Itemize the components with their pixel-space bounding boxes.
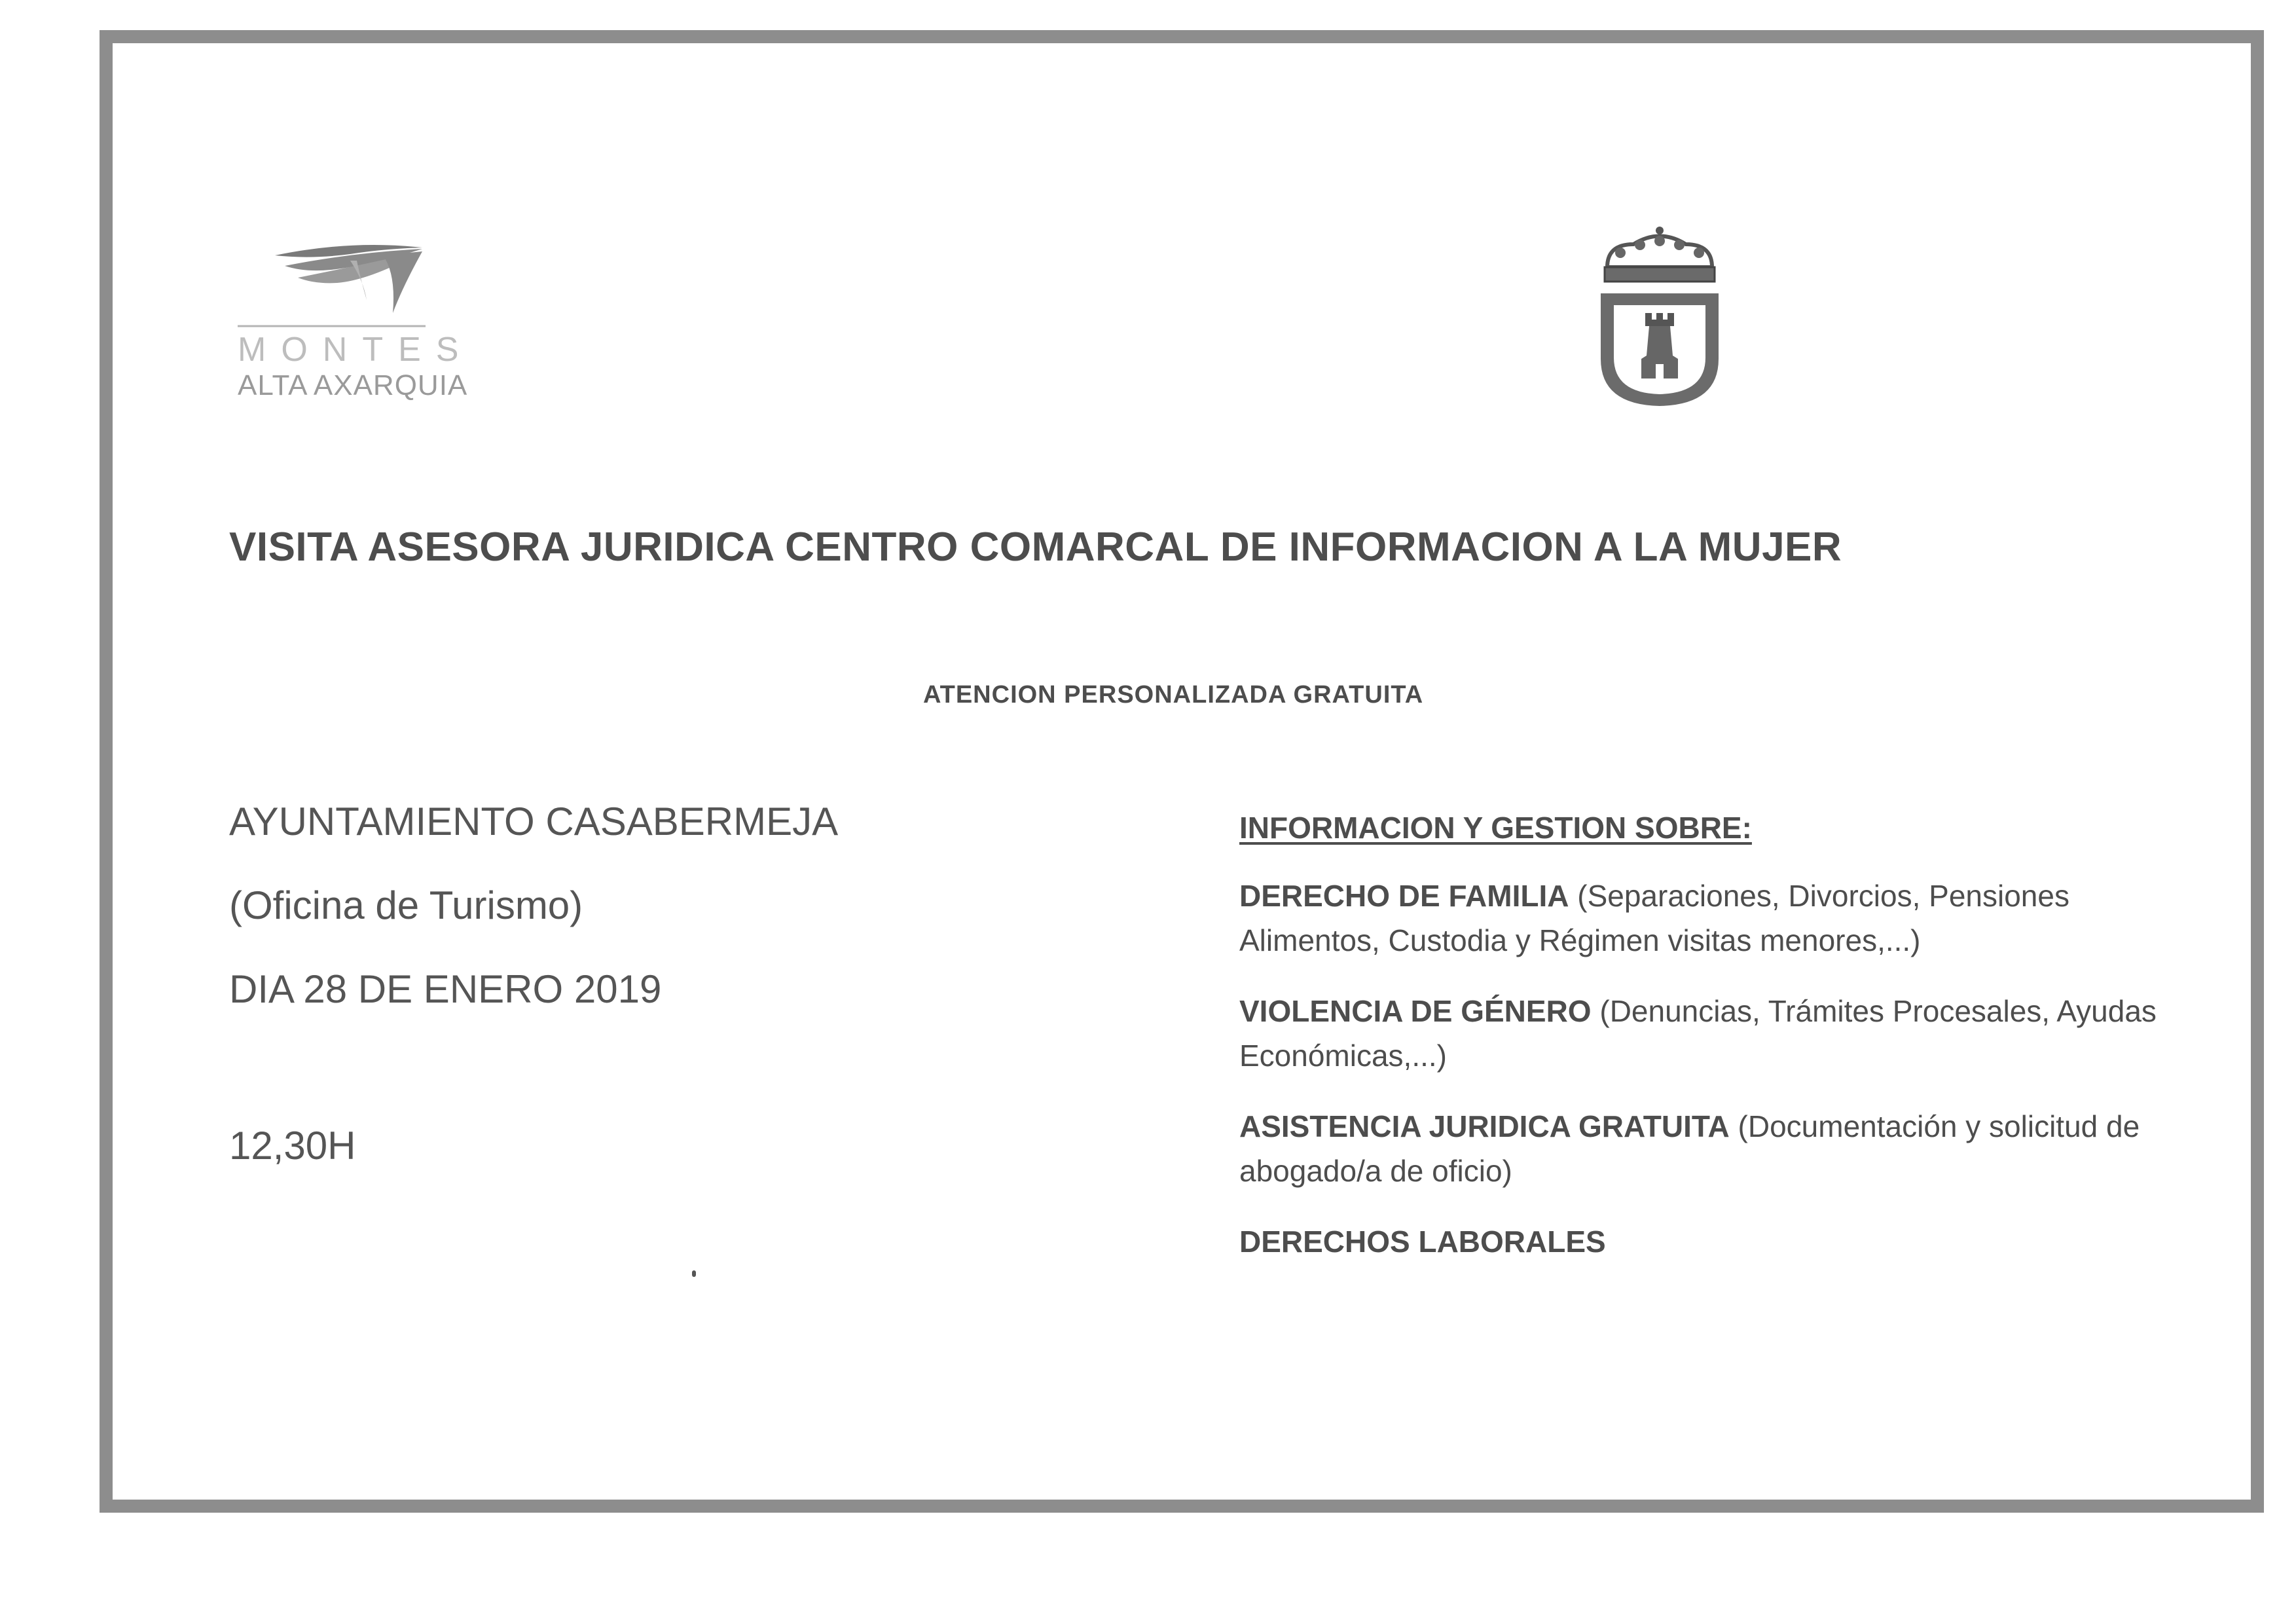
event-date: DIA 28 DE ENERO 2019 (229, 967, 662, 1011)
info-heading: INFORMACION Y GESTION SOBRE: (1239, 811, 1752, 845)
logo-alta-axarquia-text: ALTA AXARQUIA (238, 369, 468, 401)
info-item-detail: (Denuncias, Trámites Procesales, Ayudas Económicas,...) (1239, 994, 2157, 1073)
logo-montes-text: MONTES (238, 331, 474, 369)
scan-speck (692, 1270, 696, 1277)
municipal-crest-icon (1581, 221, 1738, 411)
location-place: AYUNTAMIENTO CASABERMEJA (229, 800, 839, 843)
info-item-title: DERECHO DE FAMILIA (1239, 879, 1569, 913)
info-item-title: VIOLENCIA DE GÉNERO (1239, 994, 1592, 1028)
info-item-title: DERECHOS LABORALES (1239, 1225, 1606, 1259)
page-subtitle: ATENCION PERSONALIZADA GRATUITA (923, 681, 1424, 709)
info-item-family-law (1239, 874, 2176, 963)
montes-logo (134, 215, 474, 424)
event-time: 12,30H (229, 1124, 356, 1168)
location-office: (Oficina de Turismo) (229, 883, 583, 927)
montes-swoosh-icon (134, 215, 462, 333)
info-item-detail: (Documentación y solicitud de abogado/a de oficio) (1239, 1109, 2140, 1188)
info-item-labor-rights (1239, 1219, 2176, 1264)
page-title: VISITA ASESORA JURIDICA CENTRO COMARCAL DE INFORMACION A LA MUJER (229, 525, 1842, 570)
info-item-gender-violence (1239, 989, 2176, 1078)
info-item-detail: (Separaciones, Divorcios, Pensiones Alimentos, Custodia y Régimen visitas menores,...) (1239, 879, 2069, 957)
info-item-title: ASISTENCIA JURIDICA GRATUITA (1239, 1109, 1730, 1143)
info-section (1239, 805, 2176, 1290)
info-item-legal-aid (1239, 1104, 2176, 1193)
